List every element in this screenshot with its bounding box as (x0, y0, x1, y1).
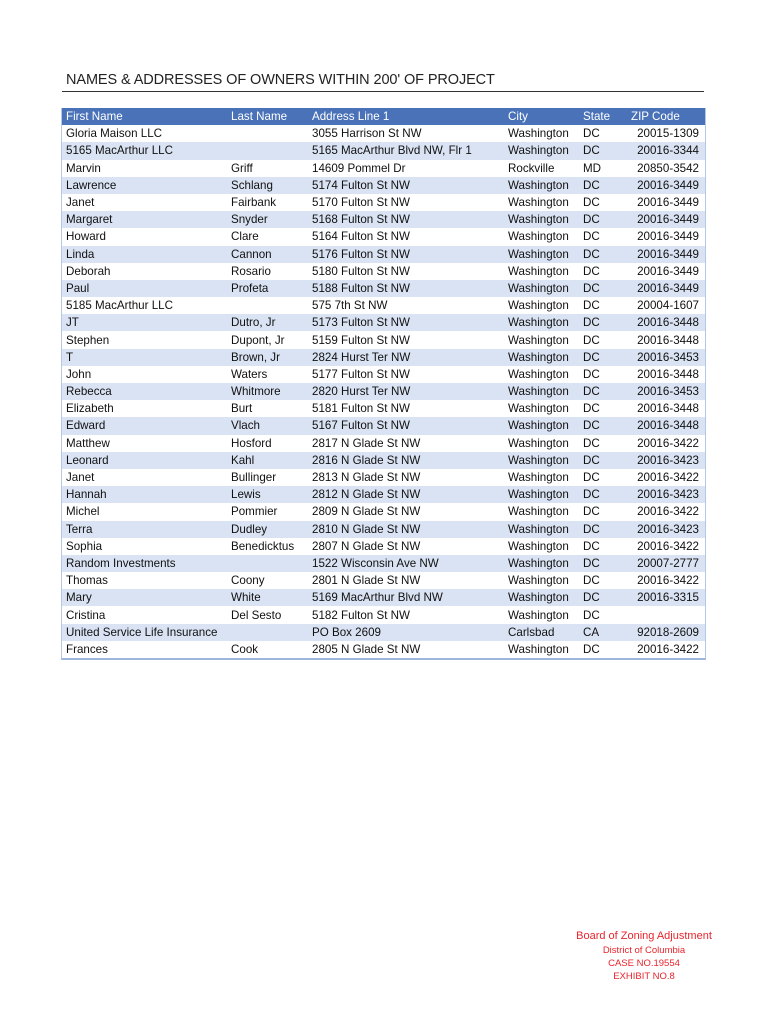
cell-zip-code: 20016-3422 (627, 469, 705, 486)
cell-city: Washington (504, 555, 579, 572)
cell-address-line-1: 5182 Fulton St NW (308, 606, 504, 623)
cell-address-line-1: 2813 N Glade St NW (308, 469, 504, 486)
cell-city: Washington (504, 572, 579, 589)
cell-zip-code: 20016-3448 (627, 331, 705, 348)
cell-zip-code: 20016-3449 (627, 246, 705, 263)
cell-city: Washington (504, 228, 579, 245)
table-row (62, 521, 705, 538)
cell-zip-code: 20016-3422 (627, 572, 705, 589)
cell-zip-code: 20016-3423 (627, 486, 705, 503)
table-row (62, 486, 705, 503)
cell-last-name: Del Sesto (227, 606, 308, 623)
cell-last-name: Burt (227, 400, 308, 417)
table-row (62, 400, 705, 417)
cell-first-name: Paul (62, 280, 227, 297)
cell-zip-code: 20016-3449 (627, 194, 705, 211)
cell-state: DC (579, 246, 627, 263)
cell-last-name: Dudley (227, 521, 308, 538)
cell-zip-code: 20016-3453 (627, 349, 705, 366)
table-row (62, 280, 705, 297)
cell-last-name: Dutro, Jr (227, 314, 308, 331)
table-row (62, 383, 705, 400)
cell-address-line-1: 5173 Fulton St NW (308, 314, 504, 331)
cell-last-name: Coony (227, 572, 308, 589)
cell-address-line-1: PO Box 2609 (308, 624, 504, 641)
cell-address-line-1: 2801 N Glade St NW (308, 572, 504, 589)
cell-state: DC (579, 641, 627, 658)
cell-first-name: Marvin (62, 160, 227, 177)
cell-first-name: Deborah (62, 263, 227, 280)
cell-state: DC (579, 486, 627, 503)
cell-first-name: Linda (62, 246, 227, 263)
table-row (62, 177, 705, 194)
cell-city: Washington (504, 263, 579, 280)
cell-first-name: Michel (62, 503, 227, 520)
owners-table (62, 108, 705, 658)
cell-city: Washington (504, 521, 579, 538)
cell-zip-code: 20016-3344 (627, 142, 705, 159)
table-row (62, 349, 705, 366)
cell-first-name: Thomas (62, 572, 227, 589)
cell-state: DC (579, 589, 627, 606)
title-divider (62, 91, 704, 92)
cell-address-line-1: 575 7th St NW (308, 297, 504, 314)
table-row (62, 246, 705, 263)
cell-address-line-1: 2805 N Glade St NW (308, 641, 504, 658)
cell-last-name: Kahl (227, 452, 308, 469)
header-first-name: First Name (62, 108, 227, 125)
cell-address-line-1: 5165 MacArthur Blvd NW, Flr 1 (308, 142, 504, 159)
cell-last-name: Lewis (227, 486, 308, 503)
cell-first-name: Frances (62, 641, 227, 658)
table-row (62, 503, 705, 520)
cell-address-line-1: 5159 Fulton St NW (308, 331, 504, 348)
cell-city: Washington (504, 486, 579, 503)
cell-state: DC (579, 366, 627, 383)
cell-first-name: Lawrence (62, 177, 227, 194)
cell-zip-code: 20016-3448 (627, 314, 705, 331)
cell-city: Washington (504, 194, 579, 211)
cell-city: Washington (504, 366, 579, 383)
cell-first-name: T (62, 349, 227, 366)
cell-first-name: Howard (62, 228, 227, 245)
cell-state: DC (579, 142, 627, 159)
cell-last-name (227, 142, 308, 159)
table-row (62, 142, 705, 159)
cell-zip-code: 20004-1607 (627, 297, 705, 314)
stamp-agency: Board of Zoning Adjustment (576, 930, 712, 942)
cell-zip-code: 20016-3422 (627, 538, 705, 555)
owners-table-body (62, 108, 705, 658)
cell-city: Washington (504, 589, 579, 606)
cell-city: Washington (504, 469, 579, 486)
cell-address-line-1: 5164 Fulton St NW (308, 228, 504, 245)
cell-address-line-1: 2809 N Glade St NW (308, 503, 504, 520)
cell-zip-code: 20016-3423 (627, 521, 705, 538)
table-row (62, 606, 705, 623)
cell-zip-code: 20016-3315 (627, 589, 705, 606)
table-row (62, 469, 705, 486)
cell-city: Washington (504, 383, 579, 400)
cell-last-name: Benedicktus (227, 538, 308, 555)
cell-first-name: Sophia (62, 538, 227, 555)
cell-last-name: Clare (227, 228, 308, 245)
cell-zip-code: 20007-2777 (627, 555, 705, 572)
cell-address-line-1: 5181 Fulton St NW (308, 400, 504, 417)
cell-address-line-1: 5188 Fulton St NW (308, 280, 504, 297)
table-row (62, 263, 705, 280)
cell-first-name: John (62, 366, 227, 383)
cell-first-name: Leonard (62, 452, 227, 469)
cell-zip-code: 20016-3423 (627, 452, 705, 469)
cell-last-name: White (227, 589, 308, 606)
cell-address-line-1: 14609 Pommel Dr (308, 160, 504, 177)
cell-first-name: Elizabeth (62, 400, 227, 417)
cell-last-name: Waters (227, 366, 308, 383)
cell-state: DC (579, 538, 627, 555)
cell-first-name: Edward (62, 417, 227, 434)
cell-city: Washington (504, 246, 579, 263)
cell-first-name: JT (62, 314, 227, 331)
cell-state: DC (579, 435, 627, 452)
cell-city: Washington (504, 314, 579, 331)
cell-address-line-1: 5176 Fulton St NW (308, 246, 504, 263)
cell-city: Washington (504, 606, 579, 623)
table-row (62, 331, 705, 348)
cell-last-name (227, 555, 308, 572)
cell-zip-code (627, 606, 705, 623)
cell-address-line-1: 5168 Fulton St NW (308, 211, 504, 228)
cell-state: DC (579, 521, 627, 538)
cell-state: DC (579, 469, 627, 486)
cell-address-line-1: 2812 N Glade St NW (308, 486, 504, 503)
cell-first-name: Gloria Maison LLC (62, 125, 227, 142)
cell-state: DC (579, 297, 627, 314)
cell-state: DC (579, 280, 627, 297)
cell-address-line-1: 5167 Fulton St NW (308, 417, 504, 434)
cell-last-name: Whitmore (227, 383, 308, 400)
cell-state: DC (579, 383, 627, 400)
cell-address-line-1: 5174 Fulton St NW (308, 177, 504, 194)
table-row (62, 452, 705, 469)
cell-state: DC (579, 177, 627, 194)
cell-last-name (227, 125, 308, 142)
cell-address-line-1: 5170 Fulton St NW (308, 194, 504, 211)
cell-zip-code: 20016-3422 (627, 503, 705, 520)
cell-address-line-1: 5177 Fulton St NW (308, 366, 504, 383)
cell-zip-code: 20850-3542 (627, 160, 705, 177)
cell-zip-code: 20016-3449 (627, 177, 705, 194)
cell-city: Washington (504, 280, 579, 297)
cell-first-name: Hannah (62, 486, 227, 503)
cell-last-name: Hosford (227, 435, 308, 452)
cell-address-line-1: 2807 N Glade St NW (308, 538, 504, 555)
cell-first-name: Stephen (62, 331, 227, 348)
cell-city: Washington (504, 641, 579, 658)
cell-state: DC (579, 228, 627, 245)
table-row (62, 366, 705, 383)
cell-state: CA (579, 624, 627, 641)
cell-last-name: Griff (227, 160, 308, 177)
table-row (62, 624, 705, 641)
table-row (62, 538, 705, 555)
cell-last-name: Dupont, Jr (227, 331, 308, 348)
cell-address-line-1: 3055 Harrison St NW (308, 125, 504, 142)
table-row (62, 314, 705, 331)
cell-zip-code: 20016-3453 (627, 383, 705, 400)
cell-state: DC (579, 194, 627, 211)
cell-last-name: Pommier (227, 503, 308, 520)
cell-address-line-1: 1522 Wisconsin Ave NW (308, 555, 504, 572)
header-address-line-1: Address Line 1 (308, 108, 504, 125)
cell-first-name: Janet (62, 469, 227, 486)
cell-state: DC (579, 417, 627, 434)
cell-zip-code: 20016-3422 (627, 641, 705, 658)
cell-city: Washington (504, 297, 579, 314)
cell-city: Washington (504, 349, 579, 366)
cell-state: DC (579, 349, 627, 366)
cell-state: DC (579, 400, 627, 417)
table-row (62, 125, 705, 142)
cell-address-line-1: 5180 Fulton St NW (308, 263, 504, 280)
cell-last-name: Snyder (227, 211, 308, 228)
cell-last-name (227, 297, 308, 314)
page-title: NAMES & ADDRESSES OF OWNERS WITHIN 200' OF PROJECT (66, 72, 495, 88)
stamp-exhibit-number: EXHIBIT NO.8 (613, 971, 675, 982)
cell-address-line-1: 5169 MacArthur Blvd NW (308, 589, 504, 606)
cell-address-line-1: 2817 N Glade St NW (308, 435, 504, 452)
cell-last-name: Cannon (227, 246, 308, 263)
cell-first-name: Mary (62, 589, 227, 606)
cell-first-name: 5185 MacArthur LLC (62, 297, 227, 314)
cell-last-name: Rosario (227, 263, 308, 280)
cell-city: Carlsbad (504, 624, 579, 641)
cell-last-name: Brown, Jr (227, 349, 308, 366)
cell-zip-code: 20016-3449 (627, 280, 705, 297)
table-row (62, 194, 705, 211)
table-row (62, 160, 705, 177)
cell-last-name: Profeta (227, 280, 308, 297)
header-city: City (504, 108, 579, 125)
cell-last-name: Cook (227, 641, 308, 658)
stamp-case-number: CASE NO.19554 (608, 958, 680, 969)
cell-zip-code: 92018-2609 (627, 624, 705, 641)
cell-city: Washington (504, 452, 579, 469)
cell-zip-code: 20016-3449 (627, 211, 705, 228)
stamp-jurisdiction: District of Columbia (602, 945, 686, 956)
cell-city: Washington (504, 142, 579, 159)
table-row (62, 435, 705, 452)
cell-first-name: Janet (62, 194, 227, 211)
table-header-row (62, 108, 705, 125)
cell-first-name: Rebecca (62, 383, 227, 400)
cell-first-name: Random Investments (62, 555, 227, 572)
cell-address-line-1: 2824 Hurst Ter NW (308, 349, 504, 366)
table-row (62, 228, 705, 245)
table-row (62, 589, 705, 606)
cell-city: Washington (504, 417, 579, 434)
cell-first-name: Matthew (62, 435, 227, 452)
cell-state: DC (579, 503, 627, 520)
cell-first-name: 5165 MacArthur LLC (62, 142, 227, 159)
cell-last-name (227, 624, 308, 641)
table-row (62, 297, 705, 314)
cell-city: Washington (504, 538, 579, 555)
cell-zip-code: 20016-3448 (627, 366, 705, 383)
table-row (62, 555, 705, 572)
table-row (62, 641, 705, 658)
table-row (62, 211, 705, 228)
table-row (62, 417, 705, 434)
cell-city: Washington (504, 503, 579, 520)
cell-state: DC (579, 314, 627, 331)
cell-zip-code: 20016-3422 (627, 435, 705, 452)
cell-state: DC (579, 555, 627, 572)
cell-last-name: Bullinger (227, 469, 308, 486)
cell-address-line-1: 2810 N Glade St NW (308, 521, 504, 538)
cell-last-name: Schlang (227, 177, 308, 194)
cell-state: DC (579, 331, 627, 348)
header-state: State (579, 108, 627, 125)
cell-last-name: Vlach (227, 417, 308, 434)
cell-zip-code: 20016-3449 (627, 263, 705, 280)
cell-city: Washington (504, 125, 579, 142)
cell-first-name: Terra (62, 521, 227, 538)
header-zip-code: ZIP Code (627, 108, 705, 125)
cell-first-name: Cristina (62, 606, 227, 623)
cell-state: DC (579, 572, 627, 589)
owners-table-container (61, 108, 706, 660)
cell-zip-code: 20016-3448 (627, 400, 705, 417)
cell-state: DC (579, 606, 627, 623)
cell-zip-code: 20015-1309 (627, 125, 705, 142)
exhibit-stamp (566, 928, 722, 983)
cell-city: Rockville (504, 160, 579, 177)
cell-state: DC (579, 263, 627, 280)
cell-zip-code: 20016-3449 (627, 228, 705, 245)
table-row (62, 572, 705, 589)
cell-city: Washington (504, 400, 579, 417)
cell-city: Washington (504, 331, 579, 348)
cell-city: Washington (504, 211, 579, 228)
header-last-name: Last Name (227, 108, 308, 125)
cell-state: DC (579, 211, 627, 228)
cell-first-name: Margaret (62, 211, 227, 228)
cell-zip-code: 20016-3448 (627, 417, 705, 434)
cell-first-name: United Service Life Insurance (62, 624, 227, 641)
cell-city: Washington (504, 435, 579, 452)
cell-city: Washington (504, 177, 579, 194)
cell-state: MD (579, 160, 627, 177)
cell-state: DC (579, 452, 627, 469)
cell-last-name: Fairbank (227, 194, 308, 211)
cell-state: DC (579, 125, 627, 142)
cell-address-line-1: 2816 N Glade St NW (308, 452, 504, 469)
cell-address-line-1: 2820 Hurst Ter NW (308, 383, 504, 400)
